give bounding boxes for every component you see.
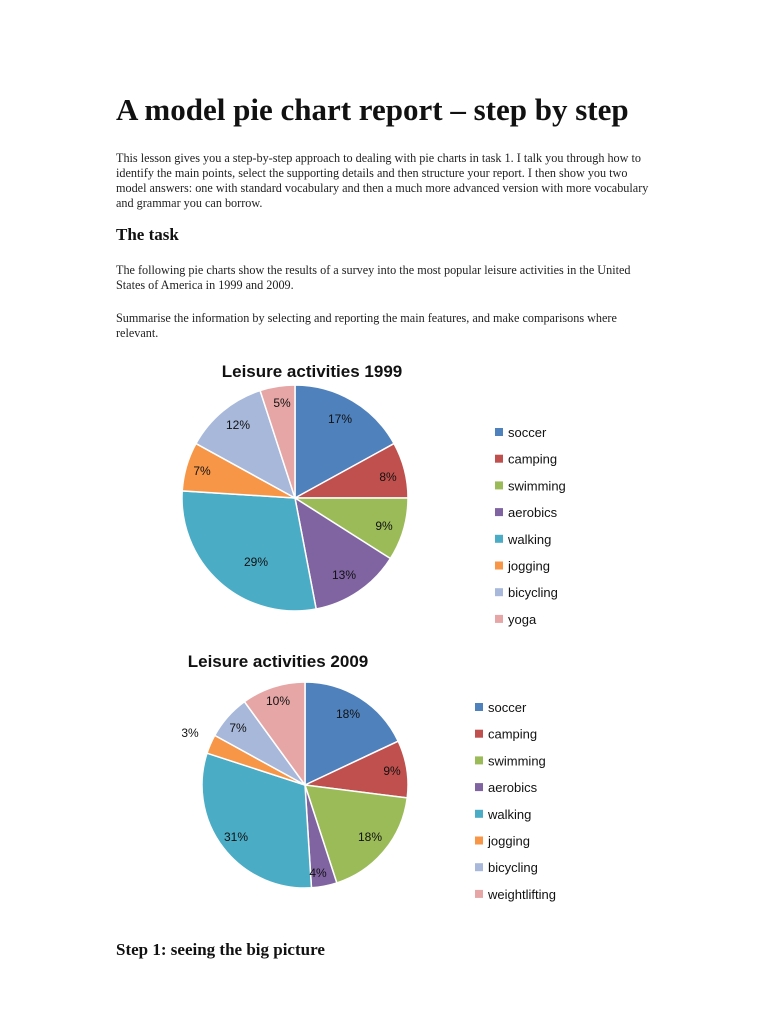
legend-swatch-weightlifting (475, 890, 483, 898)
slice-label-yoga: 5% (273, 396, 291, 410)
legend-swatch-walking (475, 810, 483, 818)
slice-label-camping: 9% (383, 764, 401, 778)
legend-swatch-swimming (475, 756, 483, 764)
legend-swatch-bicycling (475, 863, 483, 871)
slice-label-soccer: 17% (327, 412, 353, 426)
legend-label-bicycling: bicycling (488, 860, 538, 876)
legend-swatch-swimming (495, 481, 503, 489)
summarise-paragraph: Summarise the information by selecting and reporting the main features, and make comparisons where relevant. (116, 311, 617, 340)
legend-label-swimming: swimming (508, 478, 566, 494)
legend-label-soccer: soccer (488, 700, 527, 715)
legend-label-camping: camping (508, 451, 558, 467)
legend-label-jogging: jogging (508, 558, 550, 574)
pie-chart-2009 (170, 645, 600, 910)
legend-swatch-camping (495, 455, 503, 463)
legend-swatch-jogging (495, 562, 503, 570)
chart-title: Leisure activities 1999 (221, 362, 403, 381)
slice-label-soccer: 18% (335, 707, 361, 721)
legend-swatch-walking (495, 535, 503, 543)
legend-swatch-camping (475, 730, 483, 738)
intro-paragraph: This lesson gives you a step-by-step approach to dealing with pie charts in task 1. I talk you through how to identify the main points, select the supporting details and then structure your report. I then show you two model answers: one with standard vocabulary and then a much more advanced version with more vocabulary and grammar you can borrow. (116, 151, 649, 210)
slice-label-jogging: 3% (181, 726, 199, 740)
legend-label-yoga: yoga (508, 611, 537, 627)
chart-title: Leisure activities 2009 (187, 652, 369, 671)
slice-label-walking: 29% (243, 555, 269, 569)
legend-label-camping: camping (488, 726, 538, 742)
legend-label-aerobics: aerobics (488, 780, 538, 796)
legend-label-aerobics: aerobics (508, 505, 558, 521)
legend-label-bicycling: bicycling (508, 585, 558, 601)
slice-label-bicycling: 12% (225, 418, 251, 432)
legend-label-jogging: jogging (488, 833, 530, 849)
slice-label-aerobics: 13% (331, 568, 357, 582)
slice-label-camping: 8% (379, 470, 397, 484)
task-heading: The task (116, 225, 179, 244)
legend-label-walking: walking (488, 806, 532, 822)
slice-label-walking: 31% (223, 830, 249, 844)
legend-swatch-yoga (495, 615, 503, 623)
slice-label-swimming: 18% (357, 830, 383, 844)
legend-swatch-soccer (475, 703, 483, 711)
slice-label-swimming: 9% (375, 519, 393, 533)
legend-label-swimming: swimming (488, 753, 546, 769)
legend-swatch-aerobics (495, 508, 503, 516)
task-paragraph: The following pie charts show the results of a survey into the most popular leisure activities in the United States of America in 1999 and 2009. (116, 263, 631, 292)
step1-heading: Step 1: seeing the big picture (116, 940, 325, 959)
slice-label-jogging: 7% (193, 464, 211, 478)
legend-swatch-bicycling (495, 588, 503, 596)
slice-label-weightlifting: 10% (265, 694, 291, 708)
legend-swatch-aerobics (475, 783, 483, 791)
slice-label-bicycling: 7% (229, 721, 247, 735)
slice-label-aerobics: 4% (309, 866, 327, 880)
pie-chart-1999 (170, 355, 600, 640)
legend-label-weightlifting: weightlifting (488, 886, 556, 902)
legend-label-soccer: soccer (508, 425, 547, 440)
legend-swatch-jogging (475, 837, 483, 845)
legend-swatch-soccer (495, 428, 503, 436)
pie-slice-walking (182, 491, 316, 611)
document-title: A model pie chart report – step by step (116, 92, 629, 127)
legend-label-walking: walking (508, 531, 552, 547)
